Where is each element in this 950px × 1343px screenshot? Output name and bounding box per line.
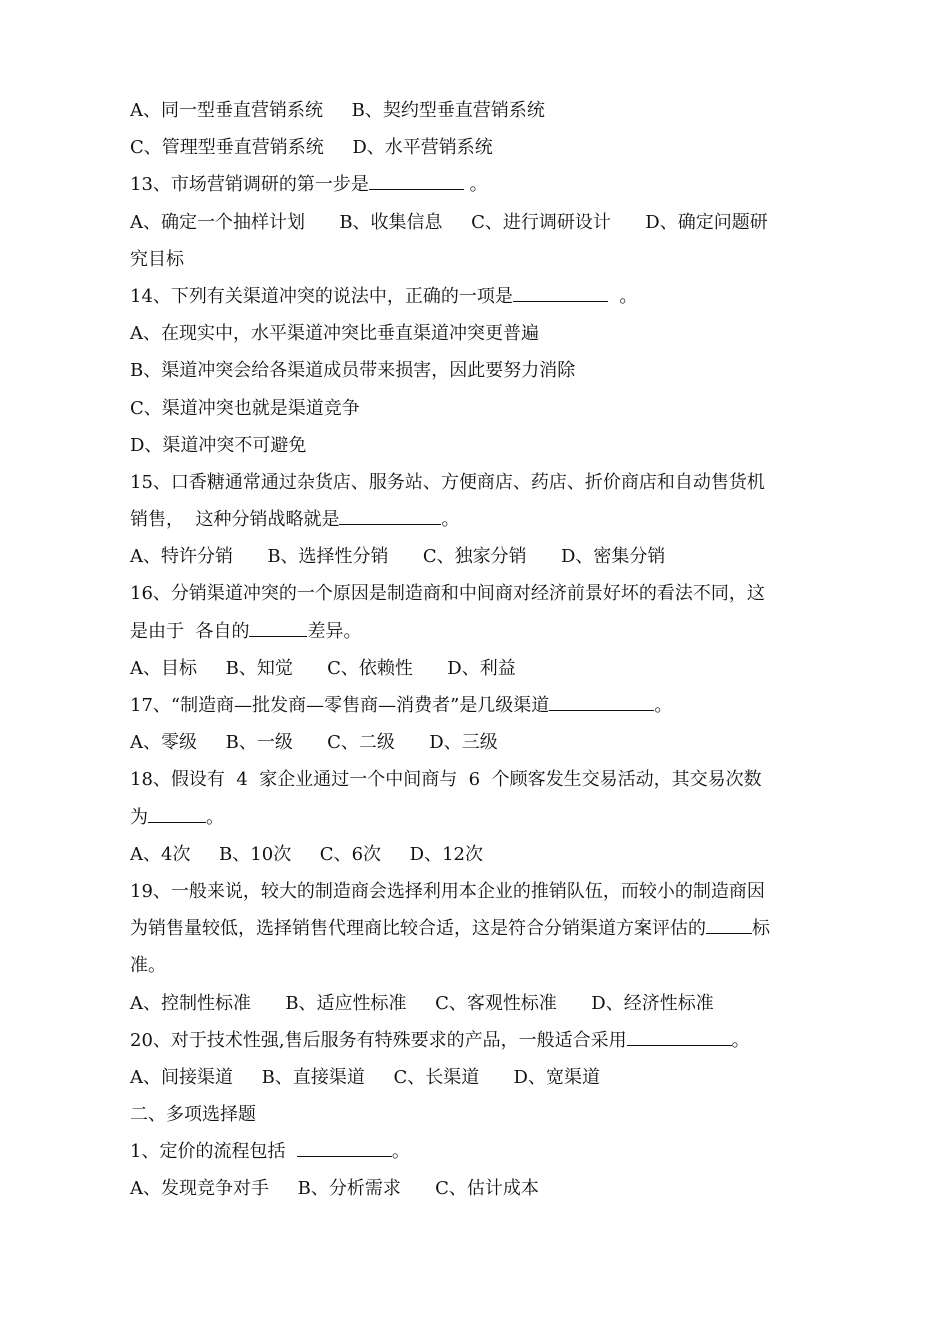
q14-stem bbox=[130, 278, 820, 315]
q20-tail: 。 bbox=[731, 1029, 750, 1051]
q19-options: A、控制性标准 B、适应性标准 C、客观性标准 D、经济性标准 bbox=[130, 992, 714, 1014]
answer-blank bbox=[549, 693, 654, 711]
section-heading: 二、多项选择题 bbox=[130, 1104, 256, 1126]
q13-text: 13、市场营销调研的第一步是 bbox=[130, 174, 369, 196]
q13-options: A、确定一个抽样计划 B、收集信息 C、进行调研设计 D、确定问题研 bbox=[130, 211, 768, 233]
q14-option-b: B、渠道冲突会给各渠道成员带来损害，因此要努力消除 bbox=[130, 360, 576, 382]
answer-blank bbox=[297, 1139, 392, 1157]
answer-blank bbox=[339, 507, 441, 525]
q14-option-d: D、渠道冲突不可避免 bbox=[130, 434, 307, 456]
answer-blank bbox=[148, 805, 206, 823]
m1-tail: 。 bbox=[391, 1141, 410, 1163]
q16-tail: 差异。 bbox=[307, 620, 362, 642]
q13-tail: 。 bbox=[463, 174, 488, 196]
q14-option-c: C、渠道冲突也就是渠道竞争 bbox=[130, 397, 360, 419]
q15-stem: 15、口香糖通常通过杂货店、服务站、方便商店、药店、折价商店和自动售货机 bbox=[130, 471, 765, 493]
q18-stem-cont bbox=[130, 799, 820, 836]
q18-tail: 。 bbox=[206, 806, 224, 828]
q15-text: 销售， 这种分销战略就是 bbox=[130, 509, 340, 531]
q14-option-a: A、在现实中，水平渠道冲突比垂直渠道冲突更普遍 bbox=[130, 323, 539, 345]
q13-options-wrap: 究目标 bbox=[130, 248, 184, 270]
q17-tail: 。 bbox=[654, 695, 673, 716]
q20-options: A、间接渠道 B、直接渠道 C、长渠道 D、宽渠道 bbox=[130, 1066, 600, 1088]
m1-text: 1、定价的流程包括 bbox=[130, 1141, 297, 1163]
q19-stem-cont bbox=[130, 910, 820, 947]
q15-options: A、特许分销 B、选择性分销 C、独家分销 D、密集分销 bbox=[130, 546, 666, 568]
q16-stem-cont bbox=[130, 613, 820, 650]
q13-stem bbox=[130, 166, 820, 203]
q15-tail: 。 bbox=[441, 509, 460, 531]
q14-tail: 。 bbox=[607, 285, 638, 307]
q18-stem: 18、假设有 4 家企业通过一个中间商与 6 个顾客发生交易活动，其交易次数 bbox=[130, 769, 762, 791]
q17-options: A、零级 B、一级 C、二级 D、三级 bbox=[130, 732, 498, 754]
answer-blank bbox=[249, 619, 307, 637]
q14-text: 14、下列有关渠道冲突的说法中，正确的一项是 bbox=[130, 285, 513, 307]
answer-blank bbox=[627, 1028, 732, 1046]
q19-stem-end: 准。 bbox=[130, 955, 166, 977]
q18-text: 为 bbox=[130, 806, 148, 828]
q20-text: 20、对于技术性强,售后服务有特殊要求的产品，一般适合采用 bbox=[130, 1029, 627, 1051]
m1-stem bbox=[130, 1133, 820, 1170]
q19-stem: 19、一般来说，较大的制造商会选择利用本企业的推销队伍，而较小的制造商因 bbox=[130, 880, 765, 902]
answer-blank bbox=[706, 916, 752, 934]
q17-stem bbox=[130, 687, 820, 724]
q12-options-cd: C、管理型垂直营销系统 D、水平营销系统 bbox=[130, 137, 493, 159]
q12-options-ab: A、同一型垂直营销系统 B、契约型垂直营销系统 bbox=[130, 100, 545, 121]
q19-tail: 标 bbox=[752, 918, 770, 940]
q15-stem-cont bbox=[130, 501, 820, 538]
q17-text: 17、“制造商—批发商—零售商—消费者”是几级渠道 bbox=[130, 695, 550, 716]
q20-stem bbox=[130, 1022, 820, 1059]
q19-text: 为销售量较低，选择销售代理商比较合适，这是符合分销渠道方案评估的 bbox=[130, 918, 706, 940]
answer-blank bbox=[369, 172, 464, 190]
document-page bbox=[130, 92, 820, 1208]
answer-blank bbox=[513, 284, 608, 302]
q16-options: A、目标 B、知觉 C、依赖性 D、利益 bbox=[130, 657, 516, 679]
q16-stem: 16、分销渠道冲突的一个原因是制造商和中间商对经济前景好坏的看法不同，这 bbox=[130, 583, 765, 605]
q16-text: 是由于 各自的 bbox=[130, 620, 250, 642]
q18-options: A、4次 B、10次 C、6次 D、12次 bbox=[130, 843, 483, 865]
m1-options: A、发现竞争对手 B、分析需求 C、估计成本 bbox=[130, 1178, 539, 1200]
